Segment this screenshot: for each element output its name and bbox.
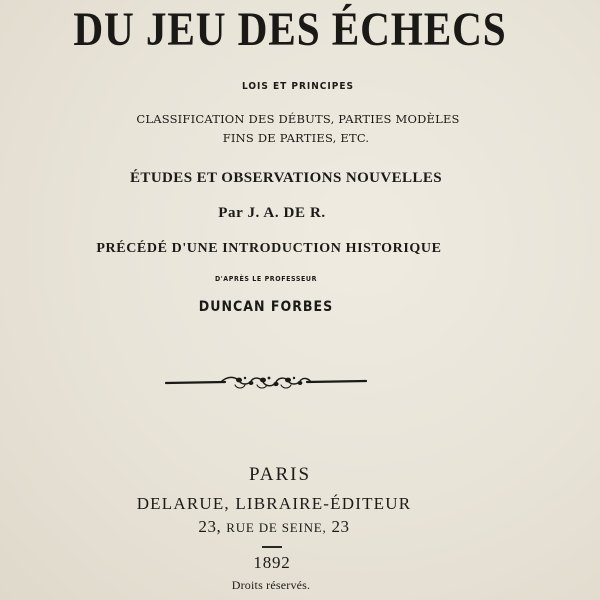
publication-year: 1892: [253, 553, 291, 572]
publisher-address: [0, 517, 574, 537]
book-title: DU JEU DES ÉCHECS: [73, 3, 507, 56]
contents-line-1: CLASSIFICATION DES DÉBUTS, PARTIES MODÈLES: [136, 112, 460, 126]
preceded-line: PRÉCÉDÉ D'UNE INTRODUCTION HISTORIQUE: [96, 241, 442, 256]
after-professor-line: D'APRÈS LE PROFESSEUR: [214, 275, 318, 283]
professor-name: DUNCAN FORBES: [198, 299, 334, 315]
publisher: DELARUE, LIBRAIRE-ÉDITEUR: [136, 494, 412, 513]
street-name: RUE DE SEINE,: [226, 520, 327, 535]
street-number-before: 23,: [198, 517, 222, 536]
city: PARIS: [248, 464, 312, 485]
subtitle: LOIS ET PRINCIPES: [242, 81, 354, 92]
studies-line: ÉTUDES ET OBSERVATIONS NOUVELLES: [130, 170, 442, 186]
separator-dash: [262, 546, 282, 548]
street-number-after: 23: [331, 517, 350, 536]
rights-notice: Droits réservés.: [231, 578, 311, 592]
author-line: Par J. A. DE R.: [218, 205, 326, 221]
contents-line-2: FINS DE PARTIES, ETC.: [222, 131, 370, 145]
ornament-divider-icon: [165, 371, 367, 393]
